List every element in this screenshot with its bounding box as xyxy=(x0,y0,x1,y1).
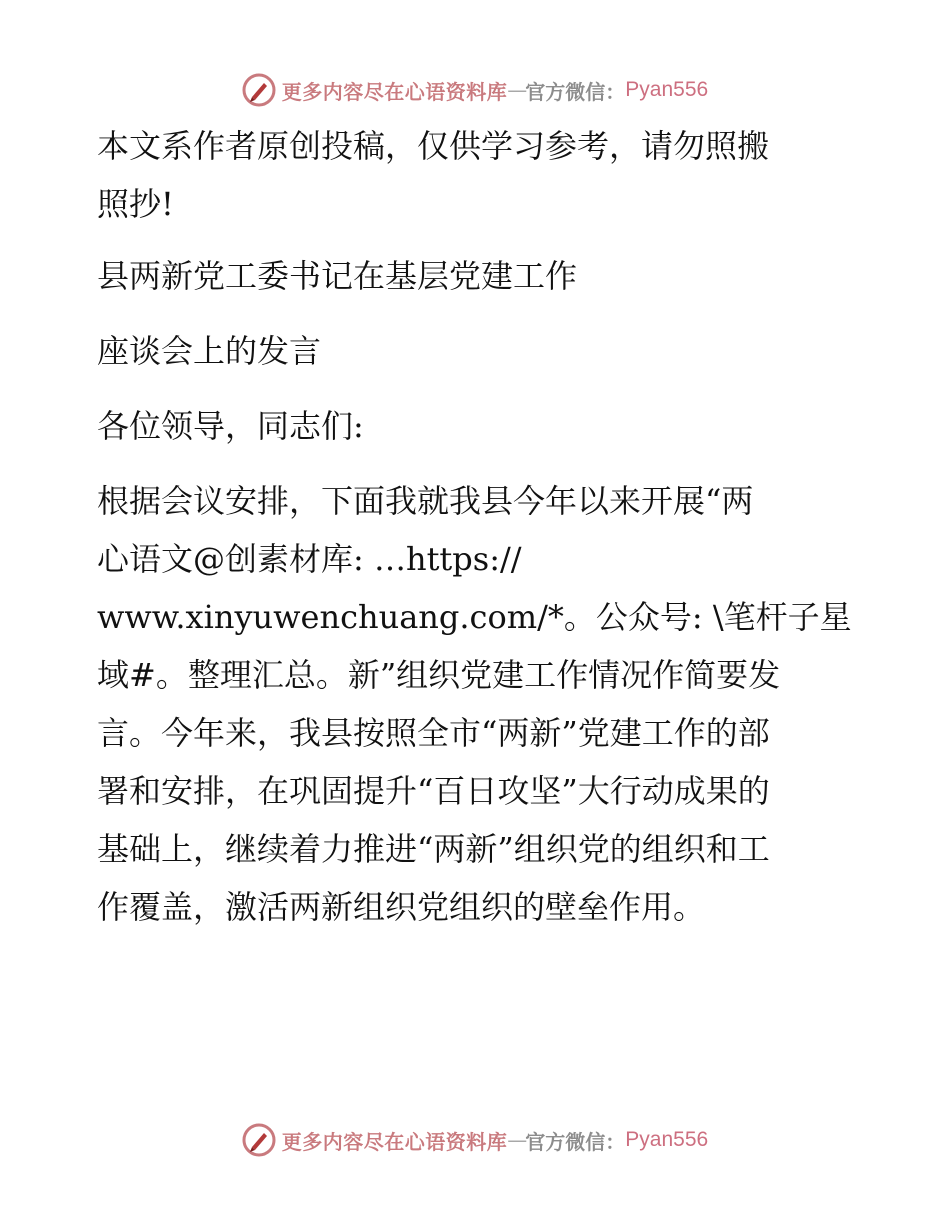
paragraph-line: 域#。整理汇总。新”组织党建工作情况作简要发 xyxy=(97,656,781,694)
title-line: 县两新党工委书记在基层党建工作 xyxy=(97,257,578,295)
paragraph-line: 基础上，继续着力推进“两新”组织党的组织和工 xyxy=(97,830,770,868)
paragraph-line: 心语文@创素材库: …https:// xyxy=(97,540,522,578)
notice-block xyxy=(97,117,857,233)
salutation xyxy=(97,397,857,455)
paragraph-line: 言。今年来，我县按照全市“两新”党建工作的部 xyxy=(97,714,770,752)
title-block xyxy=(97,247,857,305)
title-block-2 xyxy=(97,322,857,380)
body-paragraph xyxy=(97,472,857,936)
salutation-line: 各位领导，同志们: xyxy=(97,407,364,445)
banner-brand: 更多内容尽在心语资料库 xyxy=(281,1129,508,1154)
notice-line: 照抄! xyxy=(97,185,174,223)
pen-logo-icon xyxy=(242,1123,276,1157)
paragraph-line: 署和安排，在巩固提升“百日攻坚”大行动成果的 xyxy=(97,772,770,810)
notice-line: 本文系作者原创投稿，仅供学习参考，请勿照搬 xyxy=(97,127,770,165)
banner-separator: — xyxy=(507,1128,526,1152)
paragraph-line: 根据会议安排，下面我就我县今年以来开展“两 xyxy=(97,482,754,520)
banner-brand: 更多内容尽在心语资料库 xyxy=(281,79,508,104)
banner-official-label: 官方微信： xyxy=(525,79,626,104)
banner-wechat-id: Pyan556 xyxy=(625,78,709,101)
header-banner xyxy=(0,70,950,110)
footer-banner xyxy=(0,1120,950,1160)
banner-official-label: 官方微信： xyxy=(525,1129,626,1154)
banner-wechat-id: Pyan556 xyxy=(625,1128,709,1151)
paragraph-line: 作覆盖，激活两新组织党组织的壁垒作用。 xyxy=(97,888,706,926)
pen-logo-icon xyxy=(242,73,276,107)
banner-separator: — xyxy=(507,78,526,102)
paragraph-line: www.xinyuwenchuang.com/*。公众号: \笔杆子星 xyxy=(97,598,852,636)
title-line: 座谈会上的发言 xyxy=(97,332,322,370)
